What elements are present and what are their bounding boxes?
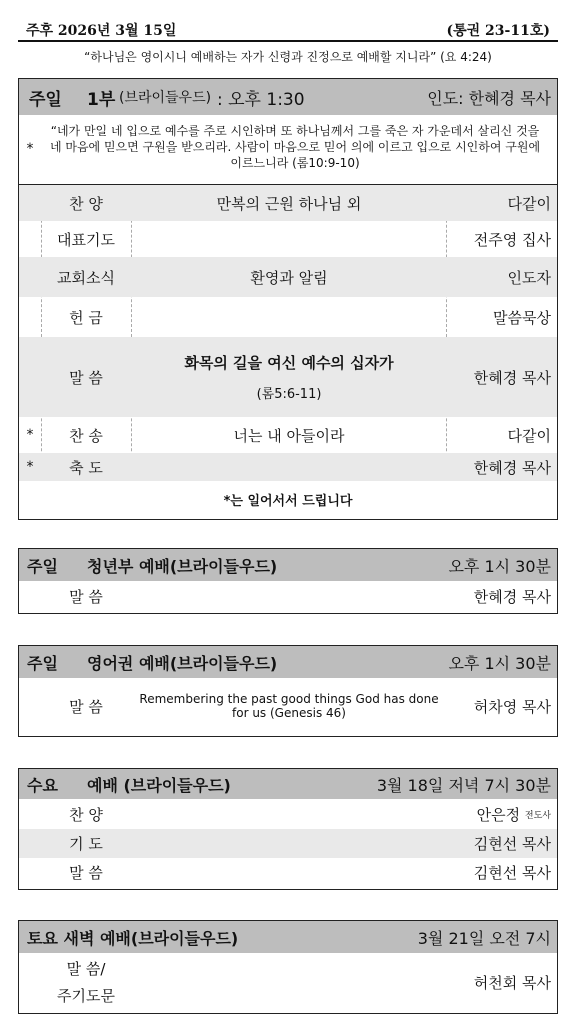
row-star: * [26,459,34,475]
call-to-worship [19,115,557,183]
row-star [19,257,41,297]
row-label: 축 도 [69,458,103,477]
wednesday-title: 예배 (브라이들우드) [87,775,231,795]
row-person: 다같이 [507,426,551,445]
row-star [19,221,41,257]
english-time: 오후 1시 30분 [448,653,551,673]
order-row-sermon [19,337,557,417]
wednesday-day: 수요 [27,775,58,795]
row-person: 허천회 목사 [473,973,551,992]
youth-time: 오후 1시 30분 [448,556,551,576]
row-label: 말 씀 [69,587,103,606]
row-content [131,221,447,257]
row-person: 한혜경 목사 [473,368,551,387]
key-verse [18,42,558,70]
youth-header [19,549,557,581]
row-label: 대표기도 [57,230,115,249]
row-star: * [26,427,34,443]
wednesday-row-prayer [19,829,557,858]
key-verse-text: “하나님은 영이시니 예배하는 자가 신령과 진정으로 예배할 지니라” (요 4:24) [84,49,492,64]
person-name: 안은정 [476,805,521,824]
row-label: 교회소식 [57,268,115,287]
saturday-title: 토요 새벽 예배(브라이들우드) [27,928,239,948]
row-person: 말씀묵상 [493,308,551,327]
first-day: 주일 [29,89,62,110]
youth-sermon-row [19,581,557,611]
standing-note: *는 일어서서 드립니다 [223,493,353,509]
english-service-section [18,645,558,737]
youth-title: 청년부 예배(브라이들우드) [87,556,278,576]
bulletin-volume: (통권 23-11호) [446,23,550,39]
label-line-2: 주기도문 [57,987,115,1005]
saturday-service-section [18,920,558,1014]
first-part: 1부 [87,89,116,110]
row-content: 환영과 알림 [250,268,328,287]
saturday-sermon-row [19,953,557,1011]
wednesday-row-hymn [19,799,557,829]
row-person: 전주영 집사 [473,230,551,249]
wednesday-header [19,769,557,799]
row-label: 말 씀 [69,697,103,716]
person-title: 전도사 [524,810,551,821]
bulletin-date: 주후 2026년 3월 15일 [26,23,177,39]
saturday-header [19,921,557,953]
english-header [19,646,557,678]
row-content: Remembering the past good things God has done for us (Genesis 46) [139,692,439,720]
youth-day: 주일 [27,556,58,576]
sermon-scripture: (롬5:6-11) [256,387,322,402]
wednesday-row-sermon [19,858,557,887]
wednesday-service-section [18,768,558,890]
bulletin-header [18,18,558,42]
first-service-header [19,79,557,115]
first-time: : 오후 1:30 [217,89,305,110]
youth-service-section [18,548,558,614]
row-label: 찬 양 [69,194,103,213]
standing-marker: * [26,141,34,157]
row-person: 김현선 목사 [473,864,551,882]
english-day: 주일 [27,653,58,673]
row-star [19,185,41,221]
saturday-time: 3월 21일 오전 7시 [417,928,551,948]
row-content [131,453,447,481]
row-person: 인도자 [507,268,551,287]
row-person [477,799,551,829]
first-service-section [18,78,558,520]
first-leader: 인도: 한혜경 목사 [427,88,551,108]
row-label: 찬 송 [69,426,103,445]
row-star [19,337,41,417]
english-title: 영어권 예배(브라이들우드) [87,653,278,673]
row-label: 헌 금 [69,308,103,327]
row-person: 다같이 [507,194,551,213]
english-sermon-row [19,678,557,734]
row-star [19,297,41,337]
label-line-1: 말 씀/ [66,960,106,978]
order-row-song [19,417,557,453]
row-label: 찬 양 [69,805,103,824]
row-person: 한혜경 목사 [473,587,551,606]
row-content [131,581,447,611]
first-place: (브라이들우드) [119,90,212,106]
sermon-content [131,337,447,417]
row-person: 한혜경 목사 [473,458,551,477]
call-text: “네가 만일 네 입으로 예수를 주로 시인하며 또 하나님께서 그를 죽은 자 가운데서 살리신 것을 네 마음에 믿으면 구원을 받으리라. 사람이 마음으로 믿어 의에 이르고 입으로 시인하여 구원에 이르느니라 (롬10:9-10) [49,124,541,170]
row-label: 기 도 [69,835,103,853]
row-label: 말 씀 [69,368,103,387]
order-of-worship [19,184,557,481]
row-label: 말 씀 [69,864,103,882]
row-label [41,953,131,1011]
row-content [131,297,447,337]
order-row-benediction [19,453,557,481]
row-person: 김현선 목사 [473,835,551,853]
row-content: 만복의 근원 하나님 외 [216,194,362,213]
order-row-prayer [19,221,557,257]
sermon-title: 화목의 길을 여신 예수의 십자가 [184,354,394,372]
order-row-hymn [19,185,557,221]
row-person: 허차영 목사 [473,697,551,716]
row-content: 너는 내 아들이라 [233,426,345,445]
order-row-offering [19,297,557,337]
wednesday-time: 3월 18일 저녁 7시 30분 [376,775,551,795]
order-row-news [19,257,557,297]
